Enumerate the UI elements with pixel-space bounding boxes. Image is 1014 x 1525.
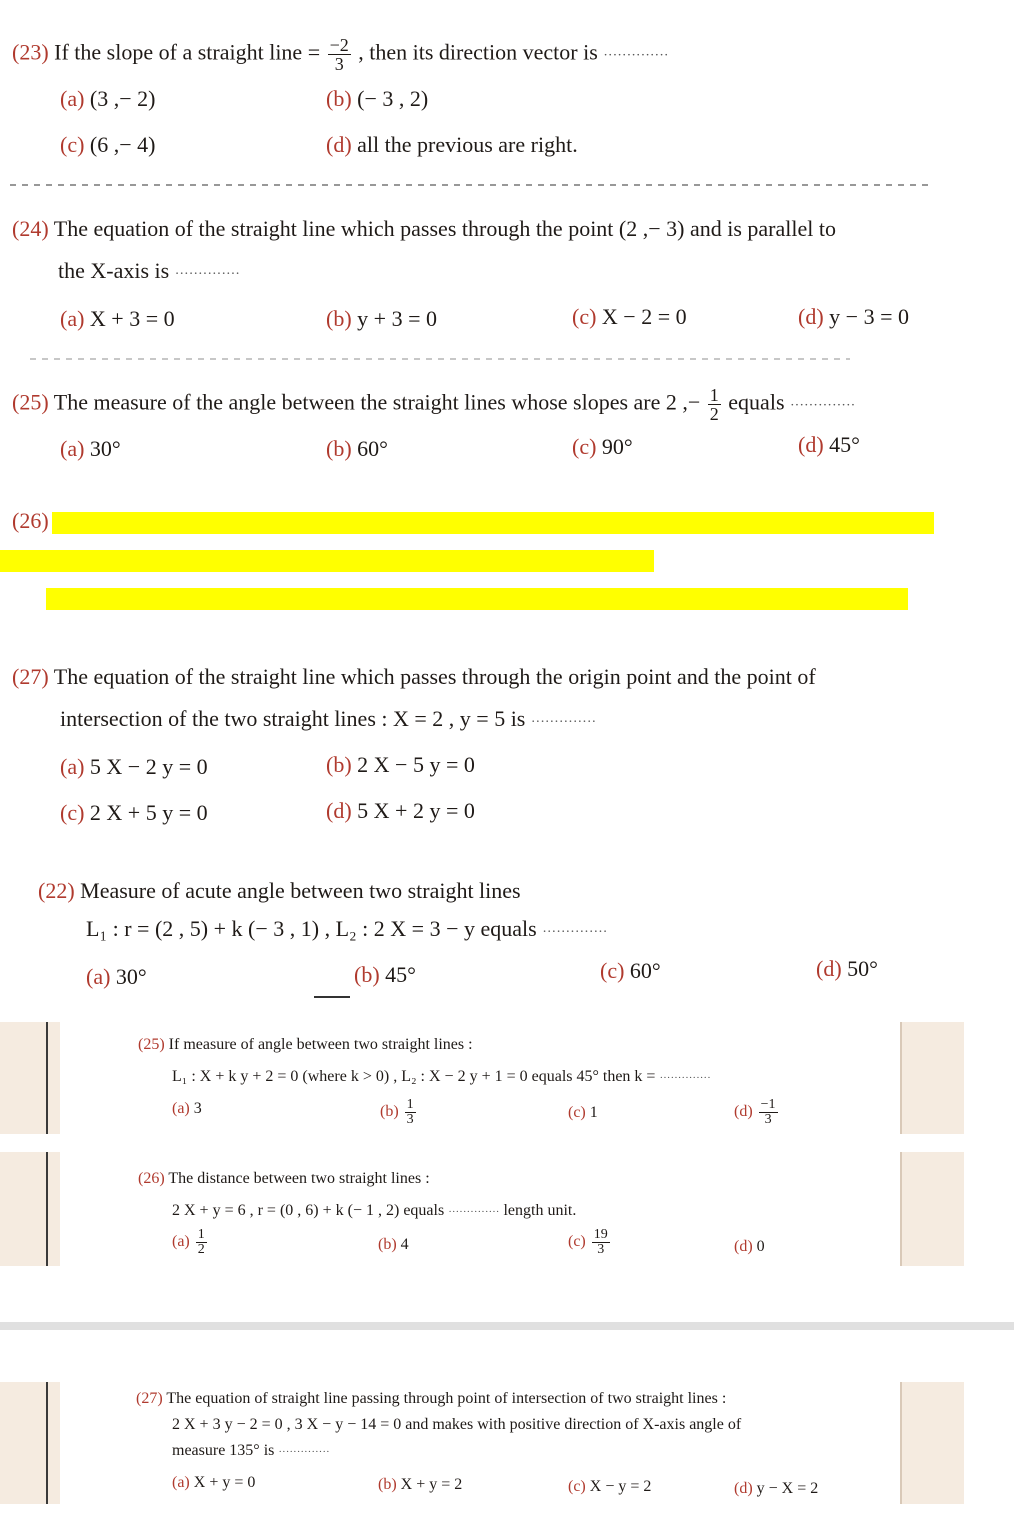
question-text: If the slope of a straight line =	[54, 39, 321, 65]
question-text-cont: measure 135° is	[172, 1442, 275, 1459]
arrow-mark	[314, 996, 350, 998]
option-b[interactable]: (b) X + y = 2	[378, 1476, 463, 1493]
page-edge	[900, 1152, 902, 1266]
answer-blank: ··············	[448, 1206, 500, 1218]
unit-text: length unit.	[503, 1202, 577, 1219]
option-d[interactable]: (d) $\frac{-1}{3}$	[734, 1097, 776, 1127]
question-number: (26)	[138, 1170, 165, 1187]
question-text-cont: equals	[728, 389, 785, 415]
option-b[interactable]: (b) y + 3 = 0	[326, 306, 437, 331]
answer-blank: ··············	[174, 267, 240, 282]
cut-artifact	[10, 184, 930, 186]
option-b[interactable]: (b) 2 X − 5 y = 0	[326, 752, 475, 777]
option-c[interactable]: (c) 2 X + 5 y = 0	[60, 800, 208, 825]
highlight-redaction	[46, 588, 908, 610]
page-edge	[900, 1382, 902, 1504]
question-text-cont: intersection of the two straight lines : X = 2 , y = 5 is	[60, 706, 526, 731]
question-text: The equation of the straight line which passes through the origin point and the point of	[53, 664, 816, 689]
option-c[interactable]: (c) 60°	[600, 958, 661, 983]
question-number: (27)	[12, 664, 49, 689]
answer-blank: ··············	[530, 715, 597, 730]
option-b[interactable]: (b) 60°	[326, 436, 388, 461]
question-number: (24)	[12, 216, 49, 241]
page-edge	[46, 1382, 48, 1504]
question-number: (27)	[136, 1390, 163, 1407]
question-text: Measure of acute angle between two straight lines	[80, 878, 521, 903]
page-edge	[900, 1022, 902, 1134]
question-text-cont: the X-axis is	[58, 258, 170, 283]
option-a[interactable]: (a) X + 3 = 0	[60, 306, 175, 331]
option-b[interactable]: (b) 45°	[354, 962, 416, 987]
option-d[interactable]: (d) y − 3 = 0	[798, 304, 909, 329]
question-text: The distance between two straight lines :	[168, 1170, 430, 1187]
answer-blank: ··············	[790, 398, 856, 414]
question-number: (25)	[138, 1036, 165, 1053]
question-number: (26)	[12, 508, 49, 533]
option-b[interactable]: (b) 4	[378, 1236, 409, 1253]
option-c[interactable]: (c) (6 ,− 4)	[60, 132, 156, 157]
question-number: (22)	[38, 878, 75, 903]
cut-artifact	[30, 358, 850, 360]
option-c[interactable]: (c) 90°	[572, 434, 633, 459]
answer-blank: ··············	[659, 1072, 711, 1084]
question-text-cont: L₁ : r = (2 , 5) + k (− 3 , 1) , L₂ : 2 X = 3 − y equals	[86, 916, 537, 941]
question-text: The measure of the angle between the straight lines whose slopes are 2 ,−	[53, 389, 701, 415]
option-a[interactable]: (a) 5 X − 2 y = 0	[60, 754, 208, 779]
option-c[interactable]: (c) X − y = 2	[568, 1478, 652, 1495]
option-d[interactable]: (d) 50°	[816, 956, 878, 981]
question-number: (23)	[12, 39, 49, 65]
option-c[interactable]: (c) $\frac{19}{3}$	[568, 1227, 608, 1257]
option-c[interactable]: (c) 1	[568, 1104, 598, 1121]
question-text-cont: 2 X + y = 6 , r = (0 , 6) + k (− 1 , 2) equals	[172, 1202, 445, 1219]
question-text: If measure of angle between two straight lines :	[168, 1036, 473, 1053]
option-a[interactable]: (a) 30°	[86, 964, 147, 989]
question-text-cont: , then its direction vector is	[358, 39, 598, 65]
section-divider	[0, 1322, 1014, 1330]
question-text: The equation of straight line passing through point of intersection of two straight lines :	[166, 1390, 727, 1407]
option-d[interactable]: (d) 45°	[798, 432, 860, 457]
option-d[interactable]: (d) all the previous are right.	[326, 132, 578, 157]
answer-blank: ··············	[542, 925, 608, 940]
option-d[interactable]: (d) 0	[734, 1238, 765, 1255]
highlight-redaction	[0, 550, 654, 572]
question-text-cont: 2 X + 3 y − 2 = 0 , 3 X − y − 14 = 0 and makes with positive direction of X-axis angle of	[172, 1416, 742, 1433]
option-a[interactable]: (a) (3 ,− 2)	[60, 86, 156, 111]
question-number: (25)	[12, 389, 49, 415]
option-a[interactable]: (a) 30°	[60, 436, 121, 461]
fraction: $\frac{1}{2}$	[709, 385, 719, 424]
answer-blank: ··············	[278, 1446, 330, 1458]
option-a[interactable]: (a) 3	[172, 1100, 202, 1117]
option-b[interactable]: (b) (− 3 , 2)	[326, 86, 429, 111]
question-text: The equation of the straight line which passes through the point (2 ,− 3) and is parallel to	[53, 216, 836, 241]
highlight-redaction	[52, 512, 934, 534]
option-d[interactable]: (d) 5 X + 2 y = 0	[326, 798, 475, 823]
option-b[interactable]: (b) $\frac{1}{3}$	[380, 1097, 414, 1127]
option-a[interactable]: (a) $\frac{1}{2}$	[172, 1227, 205, 1257]
option-a[interactable]: (a) X + y = 0	[172, 1474, 256, 1491]
answer-blank: ··············	[603, 48, 669, 64]
option-c[interactable]: (c) X − 2 = 0	[572, 304, 687, 329]
fraction: $\frac{-2}{3}$	[329, 35, 349, 74]
page-edge	[46, 1022, 48, 1134]
page-edge	[46, 1152, 48, 1266]
option-d[interactable]: (d) y − X = 2	[734, 1480, 819, 1497]
question-text-cont: L₁ : X + k y + 2 = 0 (where k > 0) , L₂ : X − 2 y + 1 = 0 equals 45° then k =	[172, 1068, 656, 1085]
